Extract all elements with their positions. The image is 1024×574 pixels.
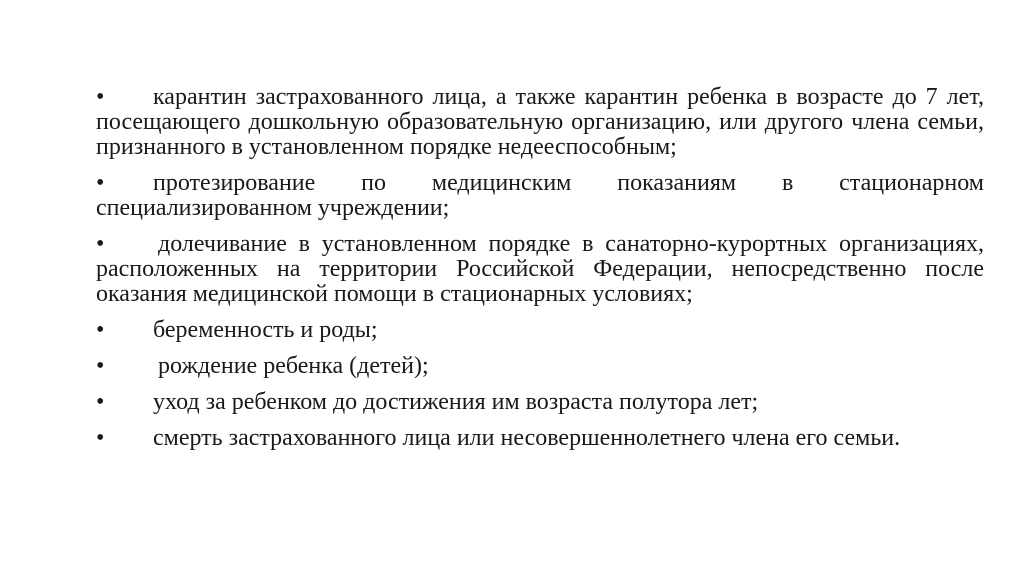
- list-item-text: беременность и роды;: [153, 317, 378, 343]
- bullet-icon: •: [96, 84, 105, 110]
- list-item: [96, 171, 984, 221]
- bullet-icon: •: [96, 353, 105, 379]
- list-item: [96, 354, 984, 379]
- bullet-icon: •: [96, 231, 105, 257]
- list-item: [96, 390, 984, 415]
- list-item: [96, 426, 984, 451]
- bullet-icon: •: [96, 170, 105, 196]
- bullet-icon: •: [96, 389, 105, 415]
- list-item-text: карантин застрахованного лица, а также карантин ребенка в возрасте до 7 лет, посещающего дошкольную образовательную организацию, или другого члена семьи, признанного в установленном порядке недееспособным;: [96, 84, 984, 160]
- list-item-text: протезирование по медицинским показаниям в стационарном специализированном учреждении;: [96, 170, 984, 221]
- list-item: [96, 318, 984, 343]
- list-item-text: долечивание в установленном порядке в санаторно-курортных организациях, расположенных на территории Российской Федерации, непосредственно после оказания медицинской помощи в стационарных условиях;: [96, 231, 984, 307]
- list-item-text: смерть застрахованного лица или несовершеннолетнего члена его семьи.: [153, 425, 901, 451]
- list-item: [96, 232, 984, 307]
- list-item-text: уход за ребенком до достижения им возраста полутора лет;: [153, 389, 759, 415]
- list-item: [96, 85, 984, 160]
- bullet-icon: •: [96, 317, 105, 343]
- bullet-list: [96, 85, 984, 462]
- list-item-text: рождение ребенка (детей);: [158, 353, 429, 379]
- bullet-icon: •: [96, 425, 105, 451]
